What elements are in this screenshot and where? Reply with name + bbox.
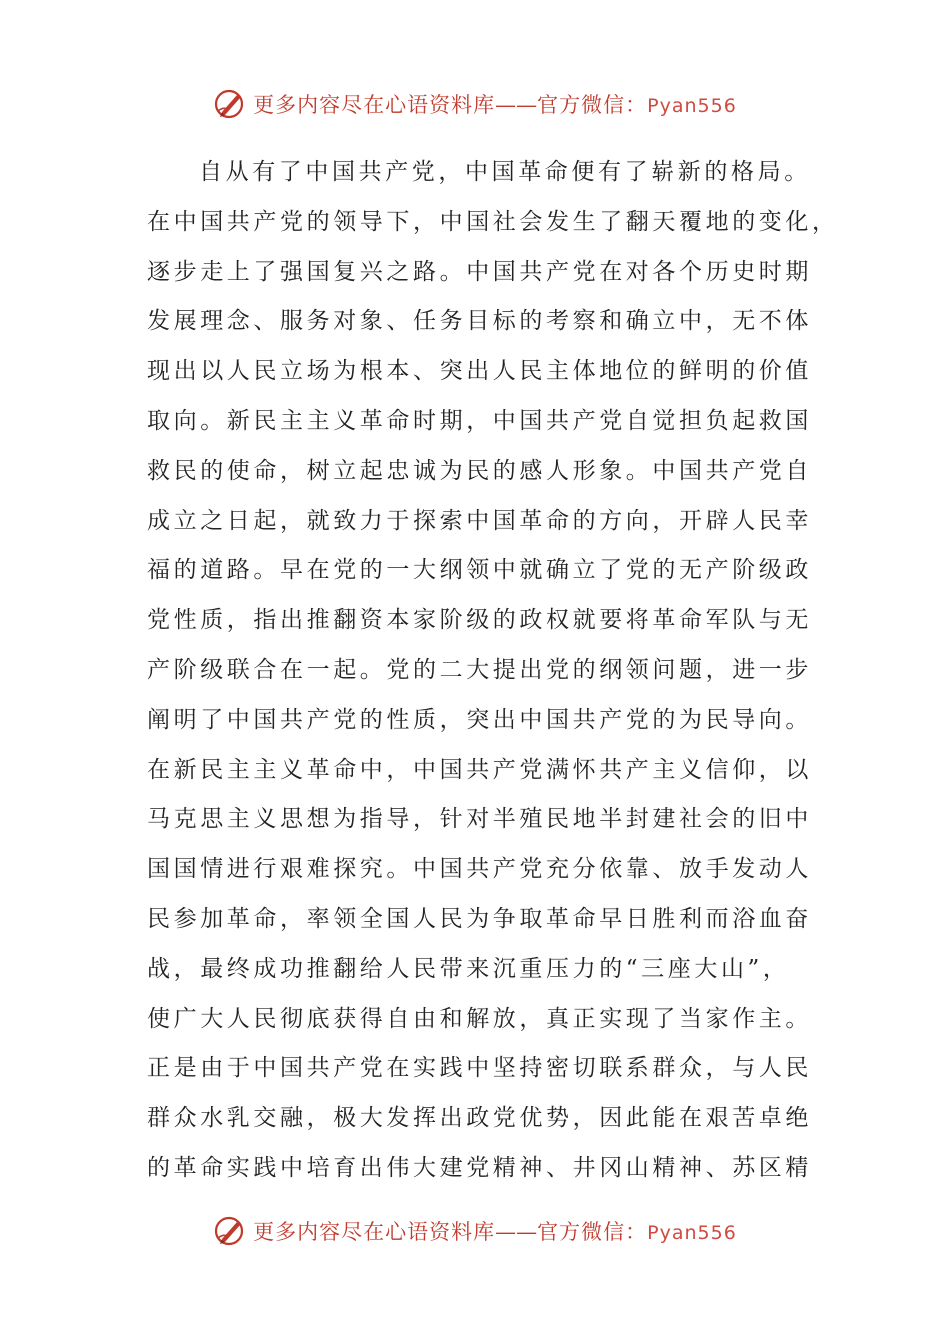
footer-watermark-text: 更多内容尽在心语资料库——官方微信：Pyan556	[253, 1220, 737, 1244]
text-line: 阐明了中国共产党的性质，突出中国共产党的为民导向。	[147, 706, 812, 733]
article-paragraph	[147, 148, 839, 1194]
footer-watermark	[0, 1209, 950, 1253]
text-line: 战，最终成功推翻给人民带来沉重压力的“三座大山”，	[147, 955, 790, 982]
text-line: 国国情进行艰难探究。中国共产党充分依靠、放手发动人	[147, 856, 812, 883]
pen-circle-logo-icon	[213, 87, 247, 121]
text-line: 自从有了中国共产党，中国革命便有了崭新的格局。	[199, 159, 811, 185]
text-line: 救民的使命，树立起忠诚为民的感人形象。中国共产党自	[147, 457, 812, 484]
text-line: 使广大人民彻底获得自由和解放，真正实现了当家作主。	[147, 1005, 812, 1032]
text-line: 现出以人民立场为根本、突出人民主体地位的鲜明的价值	[147, 358, 812, 385]
text-line: 民参加革命，率领全国人民为争取革命早日胜利而浴血奋	[147, 905, 812, 932]
footer-wechat-id: Pyan556	[647, 1222, 737, 1244]
header-watermark	[0, 82, 950, 126]
header-watermark-text: 更多内容尽在心语资料库——官方微信：Pyan556	[253, 93, 737, 117]
text-line: 在新民主主义革命中，中国共产党满怀共产主义信仰，以	[147, 756, 812, 783]
text-line: 发展理念、服务对象、任务目标的考察和确立中，无不体	[147, 308, 812, 335]
text-line: 取向。新民主主义革命时期，中国共产党自觉担负起救国	[147, 407, 812, 434]
text-line: 成立之日起，就致力于探索中国革命的方向，开辟人民幸	[147, 507, 812, 534]
header-wechat-id: Pyan556	[647, 95, 737, 117]
text-line: 逐步走上了强国复兴之路。中国共产党在对各个历史时期	[147, 258, 812, 285]
text-line: 群众水乳交融，极大发挥出政党优势，因此能在艰苦卓绝	[147, 1105, 812, 1132]
text-line: 马克思主义思想为指导，针对半殖民地半封建社会的旧中	[147, 806, 812, 833]
text-line: 正是由于中国共产党在实践中坚持密切联系群众，与人民	[147, 1055, 812, 1082]
pen-circle-logo-icon	[213, 1214, 247, 1248]
text-line: 在中国共产党的领导下，中国社会发生了翻天覆地的变化，	[147, 208, 839, 235]
text-line: 福的道路。早在党的一大纲领中就确立了党的无产阶级政	[147, 557, 812, 584]
text-line: 党性质，指出推翻资本家阶级的政权就要将革命军队与无	[147, 607, 812, 634]
text-line: 产阶级联合在一起。党的二大提出党的纲领问题，进一步	[147, 656, 812, 683]
text-line: 的革命实践中培育出伟大建党精神、井冈山精神、苏区精	[147, 1154, 812, 1181]
